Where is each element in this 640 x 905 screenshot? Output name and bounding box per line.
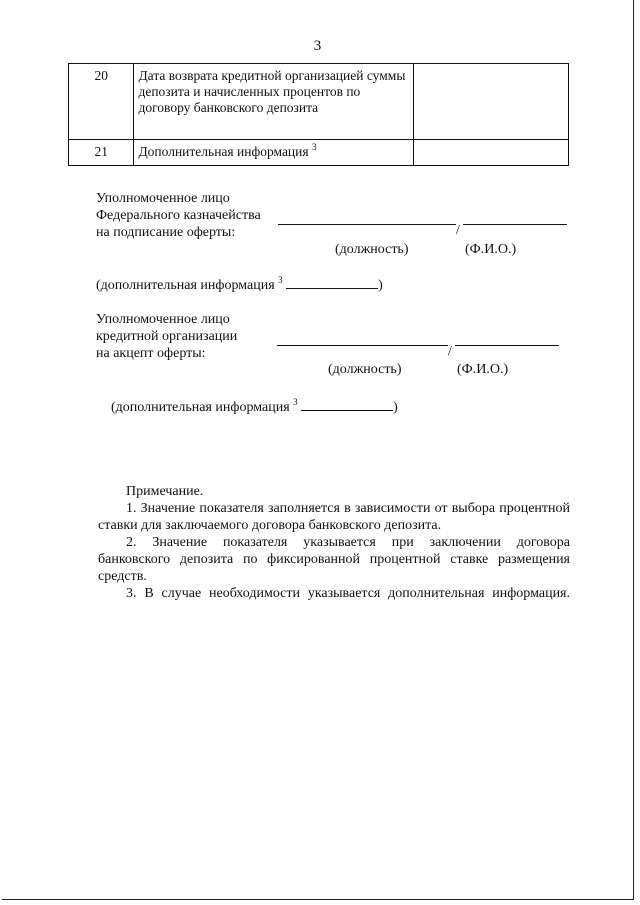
bank-signatory-label	[96, 311, 237, 362]
footnote-ref: 3	[278, 275, 283, 285]
note-item: 3. В случае необходимости указывается дополнительная информация.	[126, 586, 570, 601]
notes-heading: Примечание.	[126, 484, 204, 499]
extra-info-line	[286, 275, 378, 289]
name-caption: (Ф.И.О.)	[465, 242, 517, 257]
row-value-cell	[413, 140, 568, 166]
position-caption: (должность)	[335, 242, 409, 257]
treasury-signatory-label	[96, 190, 261, 241]
extra-info-text: (дополнительная информация	[96, 278, 275, 293]
label-line: Уполномоченное лицо	[96, 312, 230, 327]
extra-info-line	[301, 397, 393, 411]
note-item: 2. Значение показателя указывается при заключении договора банковского депозита по фиксированной процентной ставке размещения средств.	[98, 535, 570, 584]
row-value-cell	[413, 64, 568, 140]
extra-info-close: )	[378, 278, 383, 293]
row-number: 20	[69, 64, 134, 140]
treasury-name-line	[463, 224, 567, 225]
row-description: Дата возврата кредитной организацией суммы депозита и начисленных процентов по договору банковского депозита	[134, 64, 413, 140]
treasury-extra-info	[96, 275, 383, 294]
signature-separator: /	[448, 344, 452, 359]
signature-separator: /	[456, 223, 460, 238]
position-caption: (должность)	[328, 362, 402, 377]
label-line: Уполномоченное лицо	[96, 191, 230, 206]
items-table	[68, 63, 569, 166]
notes-section	[98, 483, 570, 602]
bank-name-line	[455, 345, 559, 346]
extra-info-text: (дополнительная информация	[111, 400, 290, 415]
page-number: 3	[313, 38, 322, 54]
row-number: 21	[69, 140, 134, 166]
extra-info-close: )	[393, 400, 398, 415]
document-page	[2, 0, 634, 900]
label-line: на подписание оферты:	[96, 225, 236, 240]
note-item: 1. Значение показателя заполняется в зависимости от выбора процентной ставки для заключаемого договора банковского депозита.	[98, 501, 570, 533]
treasury-position-line	[278, 224, 456, 225]
bank-extra-info	[111, 397, 398, 416]
row-description	[134, 140, 413, 166]
name-caption: (Ф.И.О.)	[457, 362, 509, 377]
bank-position-line	[277, 345, 448, 346]
row-description-text: Дополнительная информация	[138, 144, 309, 159]
footnote-ref: 3	[311, 142, 317, 152]
label-line: Федерального казначейства	[96, 208, 261, 223]
label-line: на акцепт оферты:	[96, 346, 206, 361]
footnote-ref: 3	[293, 397, 298, 407]
table-row	[69, 140, 569, 166]
label-line: кредитной организации	[96, 329, 238, 344]
table-row	[69, 64, 569, 140]
